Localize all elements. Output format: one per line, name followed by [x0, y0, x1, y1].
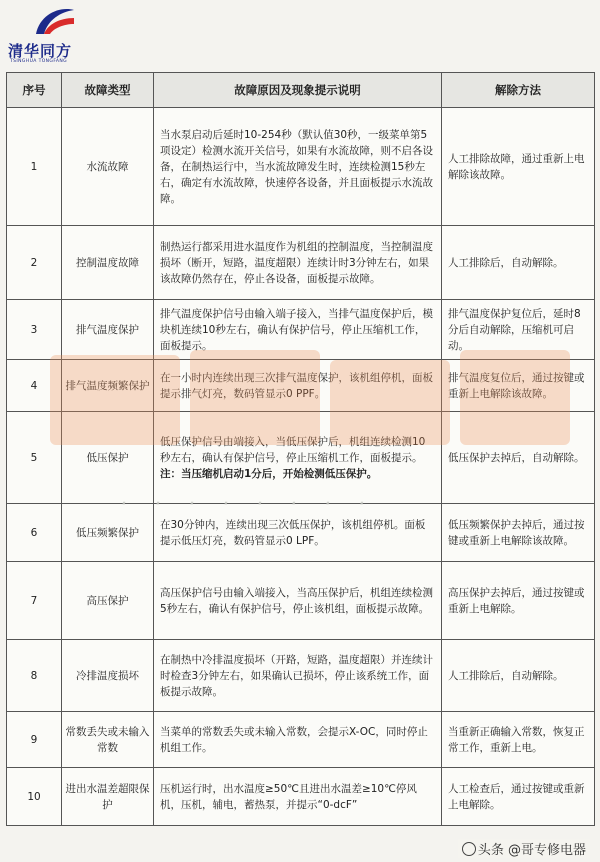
- row-seq: 5: [7, 412, 62, 504]
- row-desc-text: 高压保护信号由输入端接入，当高压保护后，机组连续检测5秒左右，确认有保护信号，停止该机组，面板提示故障。: [160, 586, 433, 615]
- row-desc: [154, 640, 442, 712]
- source-footer: [458, 839, 590, 858]
- table-row: [7, 768, 595, 826]
- row-type: 高压保护: [62, 562, 154, 640]
- row-desc-text: 低压保护信号由端接入，当低压保护后，机组连续检测10秒左右，确认有保护信号，停止压缩机工作，面板提示。: [160, 435, 426, 464]
- header-type: 故障类型: [62, 73, 154, 108]
- row-seq: 4: [7, 360, 62, 412]
- row-desc-text: 当菜单的常数丢失或未输入常数，会提示X-OC，同时停止机组工作。: [160, 725, 428, 754]
- row-fix: 人工排除后，自动解除。: [442, 226, 595, 300]
- row-desc-text: 排气温度保护信号由输入端子接入，当排气温度保护后，模块机连续10秒左右，确认有保护信号，停止压缩机工作，面板提示。: [160, 307, 433, 352]
- table-row: [7, 360, 595, 412]
- row-type: 控制温度故障: [62, 226, 154, 300]
- row-type: 进出水温差超限保护: [62, 768, 154, 826]
- row-seq: 3: [7, 300, 62, 360]
- row-seq: 2: [7, 226, 62, 300]
- brand-logo: [8, 4, 118, 66]
- row-seq: 7: [7, 562, 62, 640]
- row-type: 水流故障: [62, 108, 154, 226]
- table-row: [7, 562, 595, 640]
- row-desc-text: 压机运行时，出水温度≥50℃且进出水温差≥10℃停风机，压机，辅电，蓄热泵，并提示“0-dcF”: [160, 782, 417, 811]
- row-desc: [154, 412, 442, 504]
- table-row: [7, 712, 595, 768]
- footer-text: 头条 @哥专修电器: [477, 843, 586, 858]
- fault-table: [6, 72, 595, 826]
- row-fix: 人工排除故障，通过重新上电解除该故障。: [442, 108, 595, 226]
- row-fix: 排气温度保护复位后，延时8分后自动解除，压缩机可启动。: [442, 300, 595, 360]
- row-fix: 人工排除后，自动解除。: [442, 640, 595, 712]
- row-type: 常数丢失或未输入常数: [62, 712, 154, 768]
- row-desc-text: 当水泵启动后延时10-254秒（默认值30秒，一级菜单第5项设定）检测水流开关信号，如果有水流故障，则不启各设备，在制热运行中，当水流故障发生时，连续检测15秒左右，确定有水流故障，快速停各设备，并且面板提示水流故障。: [160, 128, 433, 205]
- row-desc: [154, 226, 442, 300]
- row-seq: 1: [7, 108, 62, 226]
- row-desc: [154, 108, 442, 226]
- header-fix: 解除方法: [442, 73, 595, 108]
- row-seq: 6: [7, 504, 62, 562]
- row-fix: 低压保护去掉后，自动解除。: [442, 412, 595, 504]
- row-type: 冷排温度损坏: [62, 640, 154, 712]
- row-desc-text: 制热运行都采用进水温度作为机组的控制温度，当控制温度损坏（断开，短路，温度超限）连续计时3分钟左右，如果该故障仍然存在，停止各设备，面板提示故障。: [160, 240, 433, 285]
- account-icon: [462, 842, 476, 856]
- row-fix: 人工检查后，通过按键或重新上电解除。: [442, 768, 595, 826]
- row-fix: 当重新正确输入常数，恢复正常工作，重新上电。: [442, 712, 595, 768]
- brand-name: 清华同方: [8, 42, 73, 60]
- row-fix: 排气温度复位后，通过按键或重新上电解除该故障。: [442, 360, 595, 412]
- row-desc-text: 在30分钟内，连续出现三次低压保护，该机组停机。面板提示低压灯亮，数码管显示0 LPF。: [160, 518, 426, 547]
- watermark-text: · · · · · · · ·: [120, 492, 375, 517]
- header-desc: 故障原因及现象提示说明: [154, 73, 442, 108]
- row-type: 低压频繁保护: [62, 504, 154, 562]
- row-note: 注：当压缩机启动1分后，开始检测低压保护。: [160, 467, 378, 480]
- table-row: [7, 412, 595, 504]
- row-seq: 9: [7, 712, 62, 768]
- row-type: 排气温度保护: [62, 300, 154, 360]
- row-desc: [154, 300, 442, 360]
- table-row: [7, 300, 595, 360]
- brand-subtitle: TSINGHUA TONGFANG: [10, 59, 68, 64]
- row-type: 低压保护: [62, 412, 154, 504]
- table-row: [7, 226, 595, 300]
- table-row: [7, 108, 595, 226]
- row-fix: 低压频繁保护去掉后，通过按键或重新上电解除该故障。: [442, 504, 595, 562]
- row-desc: [154, 562, 442, 640]
- row-seq: 8: [7, 640, 62, 712]
- row-fix: 高压保护去掉后，通过按键或重新上电解除。: [442, 562, 595, 640]
- table-header-row: [7, 73, 595, 108]
- row-desc: [154, 360, 442, 412]
- row-type: 排气温度频繁保护: [62, 360, 154, 412]
- row-desc-text: 在一小时内连续出现三次排气温度保护，该机组停机，面板提示排气灯亮，数码管显示0 PPF。: [160, 371, 433, 400]
- row-seq: 10: [7, 768, 62, 826]
- row-desc: [154, 768, 442, 826]
- row-desc-text: 在制热中冷排温度损坏（开路，短路，温度超限）并连续计时检查3分钟左右，如果确认已损坏，停止该系统工作，面板提示故障。: [160, 653, 433, 698]
- row-desc: [154, 712, 442, 768]
- table-row: [7, 640, 595, 712]
- tongfang-logo-icon: [30, 4, 78, 40]
- header-seq: 序号: [7, 73, 62, 108]
